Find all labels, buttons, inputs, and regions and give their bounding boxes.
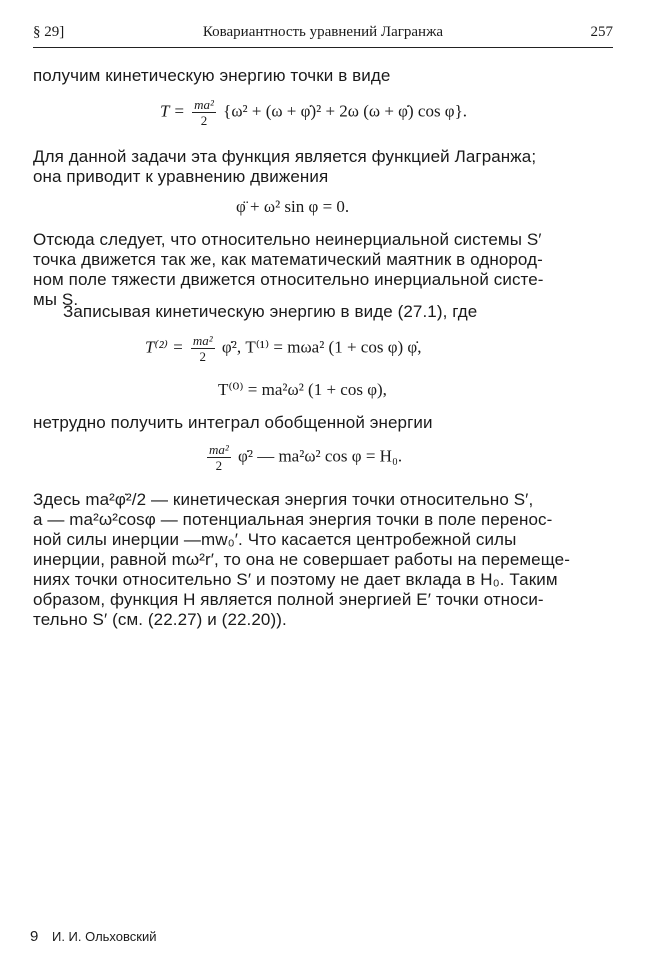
page-footer [30, 928, 156, 945]
text-line: Для данной задачи эта функция является функцией Лагранжа; [33, 147, 537, 166]
text-line: Отсюда следует, что относительно неинерциальной системы S′ [33, 230, 542, 249]
text-line: точка движется так же, как математический маятник в однород- [33, 250, 543, 269]
text-line: получим кинетическую энергию точки в виде [33, 66, 391, 85]
equation-kinetic-energy [160, 97, 467, 128]
equation-T2-T1 [145, 333, 422, 364]
eq-lhs: T⁽²⁾ = [145, 337, 184, 357]
fraction [191, 333, 215, 364]
text-line: нетрудно получить интеграл обобщенной энергии [33, 413, 433, 432]
fraction-denominator: 2 [215, 458, 223, 473]
eq-rhs: φ̇², T⁽¹⁾ = mωa² (1 + cos φ) φ̇, [221, 337, 422, 357]
text-line: ной силы инерции —mw₀′. Что касается центробежной силы [33, 530, 517, 549]
page-number: 257 [590, 24, 613, 40]
text-line: мы S. [33, 290, 79, 309]
paragraph-4 [33, 302, 611, 322]
fraction-numerator: ma² [194, 97, 214, 112]
text-line: она приводит к уравнению движения [33, 167, 329, 186]
text-line: тельно S′ (см. (22.27) и (22.20)). [33, 610, 287, 629]
running-title: Ковариантность уравнений Лагранжа [202, 24, 444, 40]
fraction-denominator: 2 [200, 113, 208, 128]
text-line: инерции, равной mω²r′, то она не совершает работы на перемеще- [33, 550, 570, 569]
paragraph-1 [33, 66, 611, 86]
text-line: ниях точки относительно S′ и поэтому не дает вклада в H₀. Таким [33, 570, 558, 589]
equation-T0 [218, 380, 387, 400]
text-line: Здесь ma²φ̇²/2 — кинетическая энергия точки относительно S′, [33, 490, 534, 509]
paragraph-3 [33, 230, 611, 310]
section-marker: § 29] [33, 24, 65, 40]
text-line: а — ma²ω²cosφ — потенциальная энергия точки в поле перенос- [33, 510, 553, 529]
text-line: образом, функция H является полной энергией E′ точки относи- [33, 590, 544, 609]
eq-rhs: φ̇² — ma²ω² cos φ = H₀. [238, 446, 403, 466]
footer-author: И. И. Ольховский [51, 929, 157, 944]
paragraph-2 [33, 147, 611, 187]
paragraph-5 [33, 413, 611, 433]
running-header [33, 24, 613, 46]
equation-of-motion [236, 197, 349, 217]
fraction-numerator: ma² [209, 442, 229, 457]
fraction-denominator: 2 [199, 349, 207, 364]
eq-text: φ̈ + ω² sin φ = 0. [236, 197, 350, 216]
fraction [207, 442, 231, 473]
eq-rhs: {ω² + (ω + φ̇)² + 2ω (ω + φ̇) cos φ}. [223, 101, 468, 121]
text-line: Записывая кинетическую энергию в виде (27.1), где [63, 302, 478, 321]
text-line: ном поле тяжести движется относительно инерциальной систе- [33, 270, 544, 289]
eq-text: T⁽⁰⁾ = ma²ω² (1 + cos φ), [218, 380, 387, 399]
fraction [192, 97, 216, 128]
fraction-numerator: ma² [192, 333, 213, 348]
paragraph-6 [33, 490, 611, 630]
eq-lhs: T = [160, 101, 185, 121]
signature-number: 9 [30, 928, 39, 945]
equation-energy-integral [204, 442, 402, 473]
header-rule [33, 47, 613, 48]
